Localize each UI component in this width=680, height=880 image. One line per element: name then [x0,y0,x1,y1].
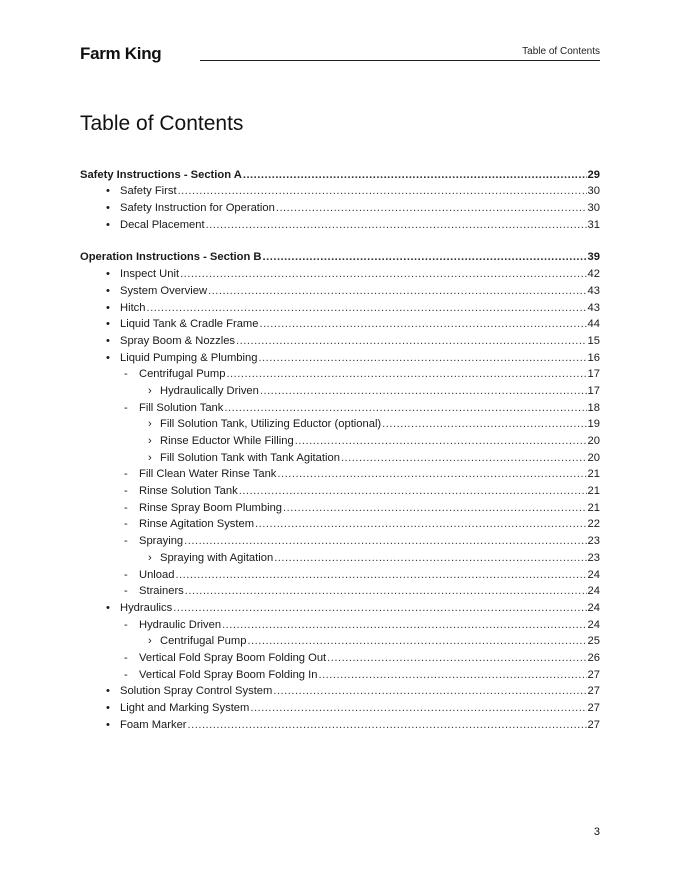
toc-entry[interactable] [80,582,600,599]
toc-entry[interactable] [80,481,600,498]
table-of-contents [80,165,600,732]
dot-leader [274,552,586,565]
toc-entry-page: 17 [587,368,600,381]
toc-entry-label: Spraying [139,535,184,548]
dot-leader [180,268,586,281]
chevron-right-icon: › [148,384,152,397]
toc-entry[interactable] [80,298,600,315]
dot-leader [295,435,587,448]
toc-entry[interactable] [80,381,600,398]
brand-logo: Farm King [80,44,162,63]
dash-icon: - [124,518,128,531]
toc-entry-page: 24 [587,585,600,598]
toc-entry[interactable] [80,348,600,365]
toc-entry[interactable] [80,615,600,632]
toc-entry-label: Vertical Fold Spray Boom Folding In [139,668,318,681]
dot-leader [185,585,587,598]
dot-leader [341,452,587,465]
toc-entry-label: Spray Boom & Nozzles [120,334,236,347]
toc-entry-page: 16 [587,351,600,364]
toc-entry-page: 30 [587,202,600,215]
toc-entry-page: 44 [587,318,600,331]
toc-entry[interactable] [80,498,600,515]
toc-entry-page: 21 [587,485,600,498]
toc-entry-label: Solution Spray Control System [120,685,273,698]
dash-icon: - [124,651,128,664]
dash-icon: - [124,568,128,581]
dot-leader [258,352,586,365]
toc-entry-page: 43 [587,284,600,297]
toc-entry[interactable] [80,182,600,199]
dot-leader [243,169,587,182]
toc-entry[interactable] [80,682,600,699]
toc-entry-page: 18 [587,401,600,414]
toc-entry-label: Liquid Pumping & Plumbing [120,351,258,364]
toc-entry-label: Liquid Tank & Cradle Frame [120,318,259,331]
toc-entry-page: 39 [587,251,600,264]
dot-leader [255,518,587,531]
toc-entry[interactable] [80,531,600,548]
chevron-right-icon: › [148,435,152,447]
bullet-icon: • [106,185,110,198]
toc-entry-label: Fill Solution Tank with Tank Agitation [160,451,340,464]
page-title: Table of Contents [80,112,244,135]
section-gap [80,232,600,248]
toc-entry[interactable] [80,665,600,682]
dash-icon: - [124,668,128,681]
dot-leader [273,685,586,698]
page-header [80,40,600,64]
toc-entry[interactable] [80,648,600,665]
toc-section-entry[interactable] [80,248,600,265]
header-title: Table of Contents [522,46,600,57]
toc-entry-page: 24 [587,601,600,614]
toc-entry[interactable] [80,281,600,298]
toc-entry-label: Hydraulic Driven [139,618,222,631]
toc-entry[interactable] [80,515,600,532]
toc-entry-label: Rinse Agitation System [139,518,255,531]
toc-entry-label: Spraying with Agitation [160,551,274,564]
dot-leader [208,285,587,298]
toc-entry[interactable] [80,315,600,332]
dot-leader [222,619,586,632]
toc-entry-page: 21 [587,468,600,481]
toc-entry-label: Vertical Fold Spray Boom Folding Out [139,651,327,664]
dot-leader [173,602,586,615]
dot-leader [226,368,586,381]
bullet-icon: • [106,301,110,314]
toc-entry-label: Foam Marker [120,718,187,731]
dot-leader [250,702,586,715]
dash-icon: - [124,501,128,514]
dot-leader [147,302,587,315]
toc-entry-label: Rinse Solution Tank [139,485,238,498]
dot-leader [247,635,586,648]
toc-entry-label: Inspect Unit [120,268,180,281]
toc-entry-page: 29 [587,168,600,181]
bullet-icon: • [106,601,110,614]
toc-entry[interactable] [80,331,600,348]
dot-leader [277,468,586,481]
dot-leader [327,652,586,665]
dot-leader [178,185,587,198]
toc-entry-label: Centrifugal Pump [139,368,226,381]
dot-leader [206,219,587,232]
toc-entry-page: 31 [587,218,600,231]
toc-entry[interactable] [80,465,600,482]
bullet-icon: • [106,702,110,714]
toc-entry[interactable] [80,198,600,215]
header-rule [200,60,600,61]
dash-icon: - [124,468,128,481]
toc-entry-page: 22 [587,518,600,531]
toc-entry[interactable] [80,715,600,732]
toc-entry-page: 15 [587,334,600,347]
dot-leader [260,385,587,398]
bullet-icon: • [106,685,110,698]
dash-icon: - [124,368,128,381]
toc-entry-page: 20 [587,435,600,447]
toc-entry-label: Rinse Spray Boom Plumbing [139,501,283,514]
dash-icon: - [124,485,128,498]
dot-leader [263,251,587,264]
toc-entry[interactable] [80,264,600,281]
toc-entry[interactable] [80,431,600,448]
dot-leader [236,335,587,348]
toc-entry[interactable] [80,598,600,615]
bullet-icon: • [106,718,110,731]
toc-entry-label: Rinse Eductor While Filling [160,435,294,447]
toc-entry-label: Strainers [139,585,184,598]
toc-entry[interactable] [80,548,600,565]
chevron-right-icon: › [148,451,152,464]
toc-entry[interactable] [80,698,600,715]
toc-entry-label: Hydraulically Driven [160,384,259,397]
toc-entry-label: Safety Instruction for Operation [120,202,275,215]
bullet-icon: • [106,202,110,215]
toc-entry-label: Unload [139,568,175,581]
toc-entry-page: 19 [587,418,600,431]
bullet-icon: • [106,351,110,364]
toc-entry-label: Fill Clean Water Rinse Tank [139,468,277,481]
toc-entry-label: Fill Solution Tank, Utilizing Eductor (optional) [160,418,382,431]
toc-entry-label: Safety Instructions - Section A [80,168,242,181]
dot-leader [283,502,587,515]
toc-entry-page: 27 [587,718,600,731]
toc-entry-page: 26 [587,651,600,664]
chevron-right-icon: › [148,551,152,564]
toc-entry-label: System Overview [120,284,208,297]
dash-icon: - [124,618,128,631]
dot-leader [276,202,587,215]
dot-leader [175,569,586,582]
toc-entry-page: 21 [587,501,600,514]
toc-entry-label: Operation Instructions - Section B [80,251,262,264]
toc-entry-page: 17 [587,384,600,397]
toc-entry[interactable] [80,565,600,582]
toc-entry-label: Safety First [120,185,177,198]
toc-entry[interactable] [80,448,600,465]
toc-entry-page: 42 [587,268,600,281]
toc-entry-page: 24 [587,618,600,631]
dot-leader [239,485,587,498]
dot-leader [382,418,586,431]
bullet-icon: • [106,334,110,347]
toc-entry[interactable] [80,365,600,382]
toc-entry-label: Decal Placement [120,218,205,231]
dot-leader [188,719,587,732]
dash-icon: - [124,585,128,598]
toc-entry-label: Centrifugal Pump [160,635,247,648]
toc-entry-label: Light and Marking System [120,702,250,714]
dot-leader [224,402,586,415]
toc-entry-page: 27 [587,702,600,714]
bullet-icon: • [106,268,110,281]
page-number: 3 [593,826,600,838]
dot-leader [318,669,586,682]
toc-entry-page: 43 [587,301,600,314]
dot-leader [259,318,586,331]
bullet-icon: • [106,218,110,231]
toc-entry[interactable] [80,632,600,649]
toc-entry-page: 25 [587,635,600,648]
toc-entry[interactable] [80,398,600,415]
dash-icon: - [124,401,128,414]
toc-entry-page: 20 [587,451,600,464]
toc-entry-label: Hitch [120,301,146,314]
bullet-icon: • [106,318,110,331]
toc-entry-page: 23 [587,535,600,548]
chevron-right-icon: › [148,635,152,648]
toc-entry-page: 23 [587,551,600,564]
toc-section-entry[interactable] [80,165,600,182]
toc-entry-label: Fill Solution Tank [139,401,224,414]
toc-entry[interactable] [80,415,600,432]
bullet-icon: • [106,284,110,297]
toc-entry-page: 27 [587,668,600,681]
dash-icon: - [124,535,128,548]
toc-entry-label: Hydraulics [120,601,173,614]
toc-entry-page: 27 [587,685,600,698]
toc-entry-page: 30 [587,185,600,198]
dot-leader [184,535,586,548]
chevron-right-icon: › [148,418,152,431]
toc-entry[interactable] [80,215,600,232]
toc-entry-page: 24 [587,568,600,581]
